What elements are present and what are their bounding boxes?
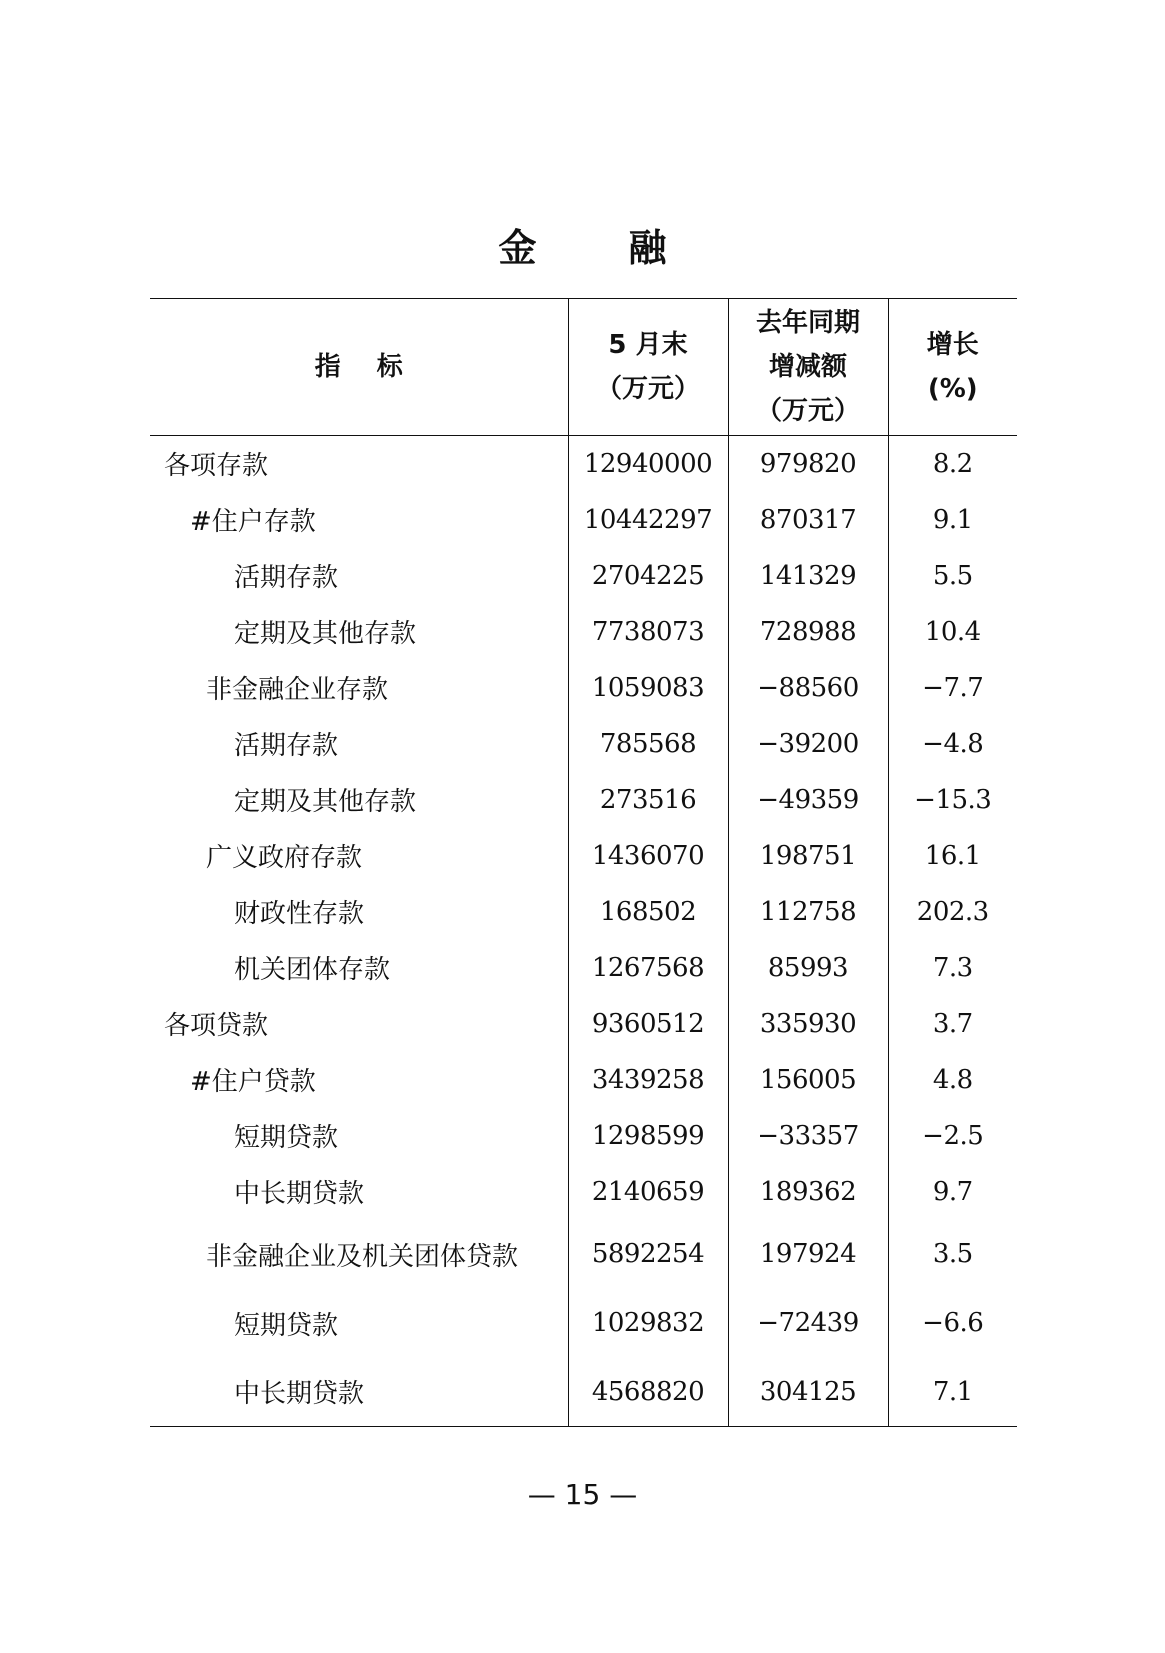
row-change: −33357 <box>728 1108 888 1164</box>
row-label: 财政性存款 <box>234 899 365 929</box>
table-row <box>150 436 1017 492</box>
row-growth: −7.7 <box>888 660 1017 716</box>
row-label: 短期贷款 <box>234 1123 339 1153</box>
row-value: 1059083 <box>568 660 728 716</box>
row-growth: 3.5 <box>888 1220 1017 1289</box>
row-change: 335930 <box>728 996 888 1052</box>
row-label: 中长期贷款 <box>234 1179 365 1209</box>
table-row <box>150 660 1017 716</box>
row-value: 1298599 <box>568 1108 728 1164</box>
row-label: 定期及其他存款 <box>234 787 417 817</box>
row-growth: 3.7 <box>888 996 1017 1052</box>
row-value: 1436070 <box>568 828 728 884</box>
row-label: 活期存款 <box>234 563 339 593</box>
row-label: 中长期贷款 <box>150 1358 568 1427</box>
page-number: — 15 — <box>527 1478 638 1511</box>
row-label: 广义政府存款 <box>206 843 363 873</box>
page-title <box>0 224 1165 272</box>
row-change: −72439 <box>728 1289 888 1358</box>
row-change: 85993 <box>728 940 888 996</box>
row-value: 9360512 <box>568 996 728 1052</box>
table-row <box>150 828 1017 884</box>
row-growth: 5.5 <box>888 548 1017 604</box>
row-growth: 9.1 <box>888 492 1017 548</box>
row-growth: 4.8 <box>888 1052 1017 1108</box>
row-growth: 202.3 <box>888 884 1017 940</box>
row-label: 活期存款 <box>234 731 339 761</box>
row-growth: 7.3 <box>888 940 1017 996</box>
row-value: 2704225 <box>568 548 728 604</box>
title-char-1: 金 <box>498 226 537 270</box>
title-char-2: 融 <box>628 226 667 270</box>
row-change: 728988 <box>728 604 888 660</box>
row-change: 870317 <box>728 492 888 548</box>
header-indicator: 指 标 <box>150 299 568 436</box>
row-growth: −6.6 <box>888 1289 1017 1358</box>
row-label: 短期贷款 <box>234 1310 339 1341</box>
row-growth: 9.7 <box>888 1164 1017 1220</box>
row-value: 2140659 <box>568 1164 728 1220</box>
table-row <box>150 1220 1017 1289</box>
row-growth: 16.1 <box>888 828 1017 884</box>
row-growth: 8.2 <box>888 436 1017 492</box>
table-row <box>150 604 1017 660</box>
row-value: 10442297 <box>568 492 728 548</box>
row-label: 各项存款 <box>164 451 269 482</box>
row-value: 168502 <box>568 884 728 940</box>
row-value: 4568820 <box>568 1358 728 1427</box>
row-label: 各项贷款 <box>164 1011 269 1041</box>
finance-table <box>150 298 1017 1427</box>
table-row <box>150 884 1017 940</box>
row-growth: −4.8 <box>888 716 1017 772</box>
row-label: #住户贷款 <box>190 1067 316 1097</box>
row-value: 7738073 <box>568 604 728 660</box>
row-value: 1267568 <box>568 940 728 996</box>
table-row <box>150 716 1017 772</box>
row-growth: 7.1 <box>888 1358 1017 1427</box>
row-label: 非金融企业存款 <box>206 675 389 705</box>
row-change: −88560 <box>728 660 888 716</box>
table-row <box>150 940 1017 996</box>
row-change: 141329 <box>728 548 888 604</box>
row-value: 3439258 <box>568 1052 728 1108</box>
table-row <box>150 996 1017 1052</box>
row-value: 1029832 <box>568 1289 728 1358</box>
row-label: 机关团体存款 <box>234 955 391 985</box>
row-change: 189362 <box>728 1164 888 1220</box>
row-change: 198751 <box>728 828 888 884</box>
header-growth: 增长 (%) <box>888 299 1017 436</box>
row-change: 979820 <box>728 436 888 492</box>
row-label: 定期及其他存款 <box>234 619 417 649</box>
row-label: 非金融企业及机关团体贷款 <box>206 1241 519 1272</box>
row-change: 304125 <box>728 1358 888 1427</box>
table-row <box>150 1164 1017 1220</box>
table-row <box>150 1358 1017 1427</box>
row-growth: −15.3 <box>888 772 1017 828</box>
row-change: 156005 <box>728 1052 888 1108</box>
table-row <box>150 548 1017 604</box>
row-change: −49359 <box>728 772 888 828</box>
row-change: 112758 <box>728 884 888 940</box>
header-may-end: 5 月末 （万元） <box>568 299 728 436</box>
row-value: 12940000 <box>568 436 728 492</box>
table-row <box>150 1108 1017 1164</box>
row-value: 785568 <box>568 716 728 772</box>
table-row <box>150 772 1017 828</box>
header-yoy-change: 去年同期 增减额 （万元） <box>728 299 888 436</box>
row-value: 273516 <box>568 772 728 828</box>
row-change: −39200 <box>728 716 888 772</box>
row-growth: −2.5 <box>888 1108 1017 1164</box>
table-row <box>150 1289 1017 1358</box>
row-change: 197924 <box>728 1220 888 1289</box>
table-row <box>150 492 1017 548</box>
row-value: 5892254 <box>568 1220 728 1289</box>
table-row <box>150 1052 1017 1108</box>
row-growth: 10.4 <box>888 604 1017 660</box>
header-row <box>150 299 1017 436</box>
row-label: #住户存款 <box>190 507 316 537</box>
